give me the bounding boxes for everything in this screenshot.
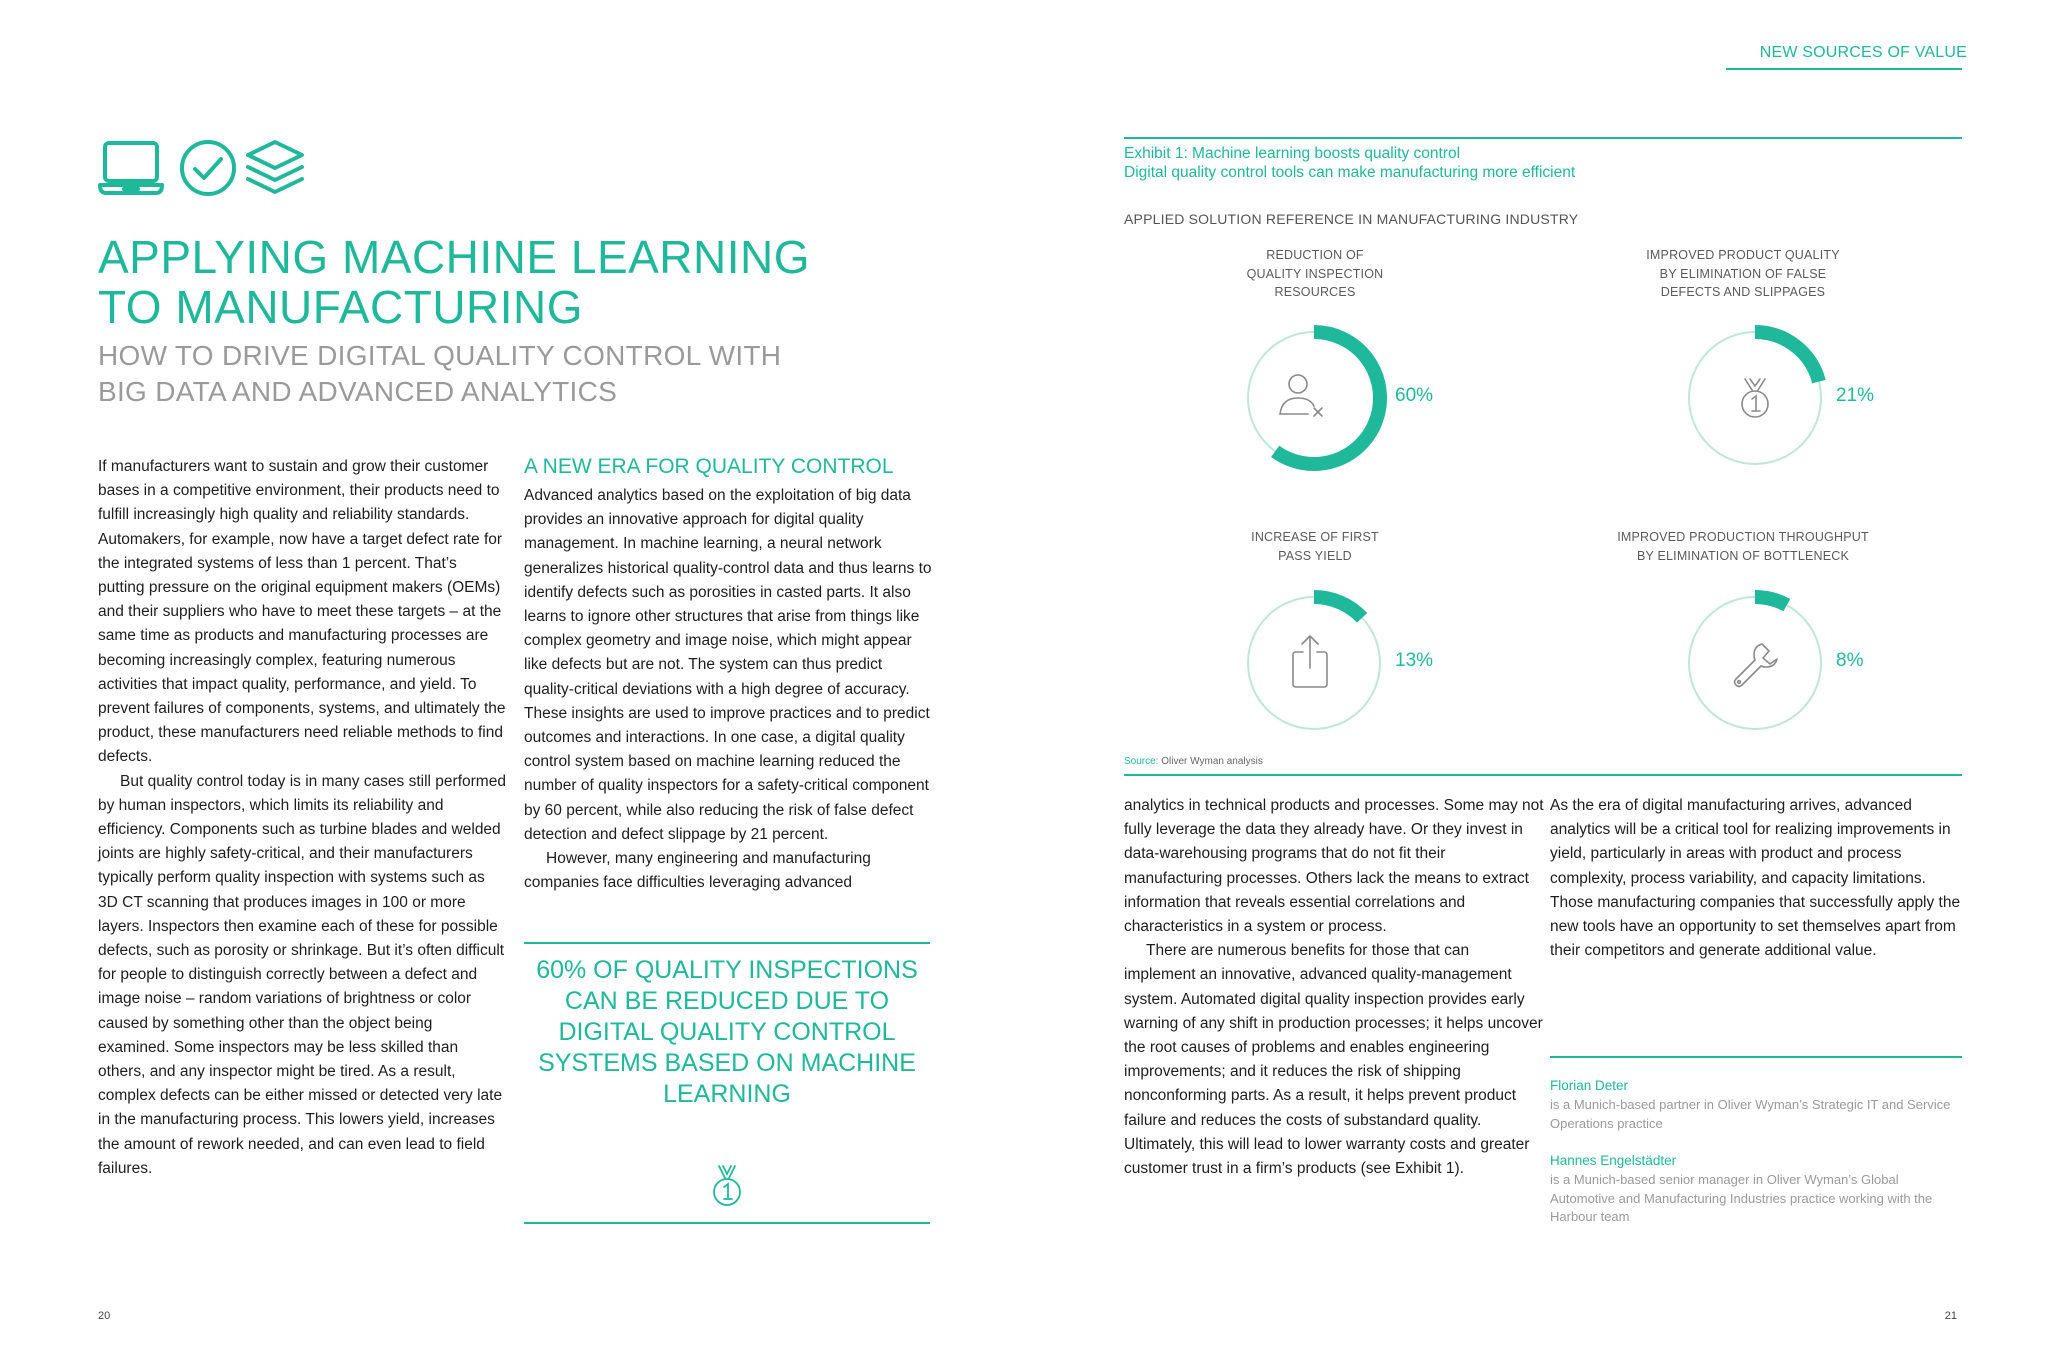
exhibit-source bbox=[1124, 756, 1263, 767]
author-name: Hannes Engelstädter bbox=[1550, 1153, 1677, 1168]
subtitle-line-1: HOW TO DRIVE DIGITAL QUALITY CONTROL WITH bbox=[98, 340, 782, 371]
donut-value-arc bbox=[1755, 332, 1819, 382]
title-line-2: TO MANUFACTURING bbox=[98, 281, 584, 333]
exhibit-chart-title: APPLIED SOLUTION REFERENCE IN MANUFACTURING INDUSTRY bbox=[1124, 211, 1579, 227]
metric-value-3: 13% bbox=[1395, 650, 1434, 671]
page-number-right: 21 bbox=[1944, 1310, 1957, 1322]
metric-label-2 bbox=[1598, 246, 1888, 302]
source-label: Source: bbox=[1124, 756, 1159, 767]
body-column-4 bbox=[1550, 794, 1962, 963]
donut-value-arc bbox=[1755, 597, 1787, 605]
donut-value-arc bbox=[1314, 597, 1362, 618]
metric-label-line: PASS YIELD bbox=[1278, 548, 1352, 563]
body-column-3 bbox=[1124, 794, 1544, 1181]
section-tag: NEW SOURCES OF VALUE bbox=[1759, 44, 1967, 61]
metric-label-line: INCREASE OF FIRST bbox=[1251, 530, 1379, 544]
article-subtitle bbox=[98, 338, 818, 410]
author-name: Florian Deter bbox=[1550, 1078, 1629, 1093]
medal-icon bbox=[706, 1162, 748, 1208]
quote-rule-bottom bbox=[524, 1222, 930, 1224]
metric-label-line: QUALITY INSPECTION bbox=[1246, 266, 1384, 281]
metric-label-line: IMPROVED PRODUCTION THROUGHPUT bbox=[1617, 530, 1869, 544]
section-rule bbox=[1726, 68, 1962, 70]
check-circle-icon bbox=[182, 142, 234, 194]
body-column-2 bbox=[524, 454, 936, 895]
exhibit-subtitle: Digital quality control tools can make manufacturing more efficient bbox=[1124, 164, 1576, 181]
metric-value-4: 8% bbox=[1836, 650, 1864, 671]
paragraph: analytics in technical products and processes. Some may not fully leverage the data they already have. Or they invest in data-warehousing programs that do not fit their manufacturing processes. Others lack the means to extract information that reveals essential correlations and characteristics in a system or process. bbox=[1124, 797, 1544, 936]
exhibit-rule-bottom bbox=[1124, 774, 1962, 776]
metric-label-line: RESOURCES bbox=[1274, 285, 1356, 299]
section-heading: A NEW ERA FOR QUALITY CONTROL bbox=[524, 455, 894, 478]
metric-value-1: 60% bbox=[1395, 385, 1434, 406]
metric-label-3 bbox=[1210, 528, 1420, 565]
metric-label-line: REDUCTION OF bbox=[1266, 248, 1364, 262]
author-description: is a Munich-based senior manager in Oliver Wyman’s Global Automotive and Manufacturing Industries practice working with the Harbour team bbox=[1550, 1172, 1933, 1224]
paragraph: There are numerous benefits for those that can implement an innovative, advanced quality-management system. Automated digital quality inspection provides early warning of any shift in production processes; it helps uncover the root causes of problems and enables engineering improvements; and it reduces the risk of shipping nonconforming parts. As a result, it helps prevent product failure and reduces the costs of substandard quality. Ultimately, this will lead to lower warranty costs and greater customer trust in a firm’s products (see Exhibit 1). bbox=[1124, 942, 1543, 1178]
paragraph: Advanced analytics based on the exploitation of big data provides an innovative approach for digital quality management. In machine learning, a neural network generalizes historical quality-control data and thus learns to identify defects such as porosities in casted parts. It also learns to ignore other structures that arise from things like complex geometry and image noise, which might appear like defects but are not. The system can thus predict quality-critical deviations with a high degree of accuracy. These insights are used to improve practices and to predict outcomes and interactions. In one case, a digital quality control system based on machine learning reduced the number of quality inspectors for a safety-critical component by 60 percent, while also reducing the risk of false defect detection and defect slippage by 21 percent. bbox=[524, 487, 932, 843]
exhibit-title: Exhibit 1: Machine learning boosts quality control bbox=[1124, 145, 1461, 162]
metric-label-line: BY ELIMINATION OF FALSE bbox=[1659, 266, 1827, 281]
laptop-icon bbox=[100, 143, 162, 193]
article-icons bbox=[98, 138, 308, 200]
upload-icon bbox=[1290, 632, 1330, 690]
body-column-1 bbox=[98, 455, 506, 1181]
wrench-icon bbox=[1730, 640, 1780, 690]
metric-value-2: 21% bbox=[1836, 385, 1875, 406]
layers-icon bbox=[248, 142, 302, 192]
title-line-1: APPLYING MACHINE LEARNING bbox=[98, 231, 811, 283]
metric-label-line: DEFECTS AND SLIPPAGES bbox=[1660, 285, 1826, 299]
metric-label-4 bbox=[1598, 528, 1888, 565]
paragraph: But quality control today is in many cases still performed by human inspectors, which limits its reliability and efficiency. Components such as turbine blades and welded joints are highly safety-critical, and their manufacturers typically perform quality inspection with systems such as 3D CT scanning that produces images in 100 or more layers. Inspectors then examine each of these for possible defects, such as porosity or shrinkage. But it’s often difficult for people to distinguish correctly between a defect and image noise – random variations of brightness or color caused by something other than the object being examined. Some inspectors may be less skilled than others, and any inspector might be tired. As a result, complex defects can be either missed or detected very late in the manufacturing process. This lowers yield, increases the amount of rework needed, and can even lead to field failures. bbox=[98, 772, 506, 1177]
quote-rule-top bbox=[524, 942, 930, 944]
article-title bbox=[98, 232, 818, 332]
metric-label-line: IMPROVED PRODUCT QUALITY bbox=[1646, 248, 1840, 262]
metric-label-1 bbox=[1210, 246, 1420, 302]
paragraph: As the era of digital manufacturing arrives, advanced analytics will be a critical tool for realizing improvements in yield, particularly in areas with product and process complexity, process variability, and capacity limitations. Those manufacturing companies that successfully apply the new tools have an opportunity to set themselves apart from their competitors and generate additional value. bbox=[1550, 797, 1961, 960]
medal-icon bbox=[1725, 376, 1785, 422]
exhibit-rule-top bbox=[1124, 137, 1962, 139]
paragraph: If manufacturers want to sustain and grow their customer bases in a competitive environment, their products need to fulfill increasingly high quality and reliability standards. Automakers, for example, now have a target defect rate for the integrated systems of less than 1 percent. That’s putting pressure on the original equipment makers (OEMs) and their suppliers who have to meet these targets – at the same time as products and manufacturing processes are becoming increasingly complex, featuring numerous activities that impact quality, performance, and yield. To prevent failures of components, systems, and ultimately the product, these manufacturers need reliable methods to find defects. bbox=[98, 458, 506, 766]
page-number-left: 20 bbox=[98, 1310, 111, 1322]
metric-label-line: BY ELIMINATION OF BOTTLENECK bbox=[1636, 548, 1850, 563]
user-remove-icon bbox=[1276, 370, 1328, 420]
source-text: Oliver Wyman analysis bbox=[1161, 756, 1263, 767]
paragraph: However, many engineering and manufacturing companies face difficulties leveraging advanced bbox=[524, 850, 871, 892]
subtitle-line-2: BIG DATA AND ADVANCED ANALYTICS bbox=[98, 376, 618, 407]
author-description: is a Munich-based partner in Oliver Wyman’s Strategic IT and Service Operations practice bbox=[1550, 1097, 1951, 1131]
pull-quote: 60% OF QUALITY INSPECTIONS CAN BE REDUCED DUE TO DIGITAL QUALITY CONTROL SYSTEMS BASED ON MACHINE LEARNING bbox=[536, 956, 918, 1108]
authors-rule bbox=[1550, 1056, 1962, 1058]
